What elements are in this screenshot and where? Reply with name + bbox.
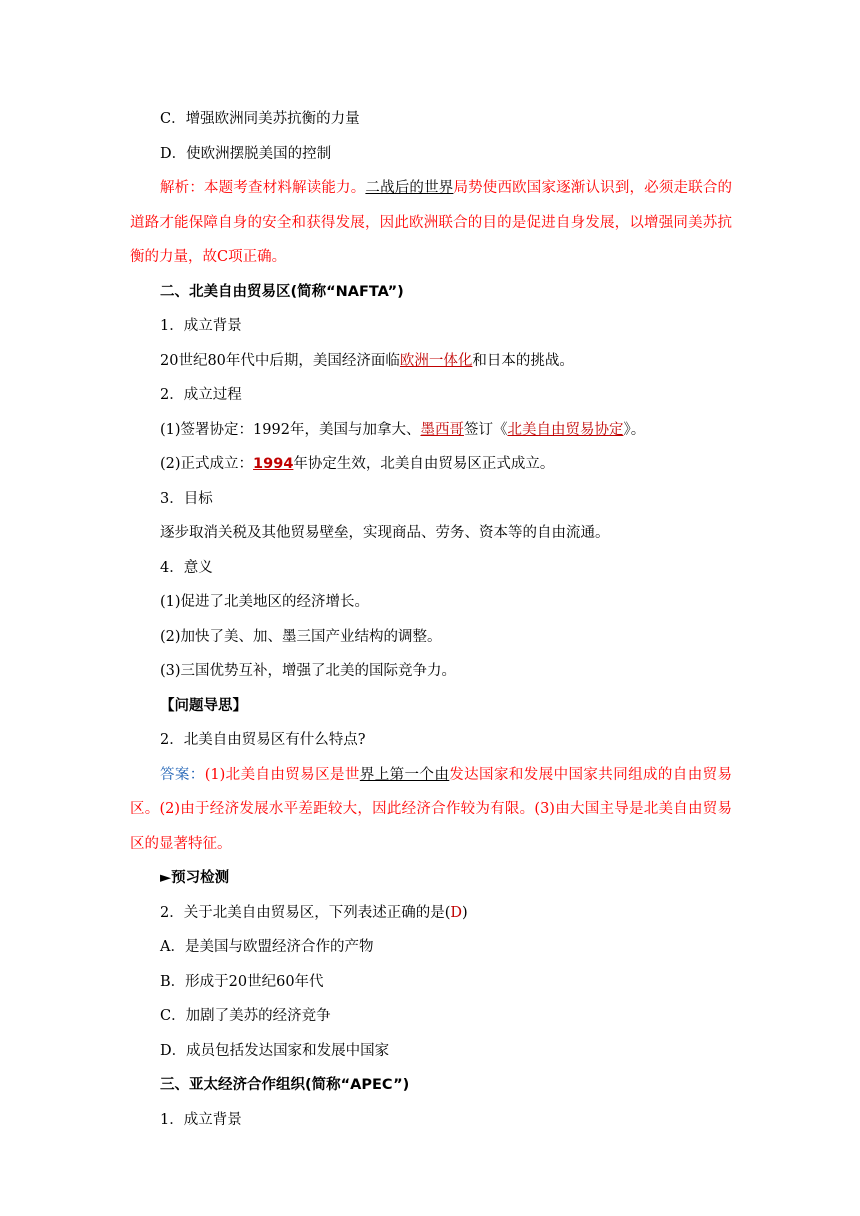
preview-option-c: C．加剧了美苏的经济竞争 [160,1008,331,1024]
nafta-goal-text: 逐步取消关税及其他贸易壁垒，实现商品、劳务、资本等的自由流通。 [160,525,610,541]
nafta-background-text [130,344,732,379]
process-1-before: (1)签署协定：1992年，美国与加拿大、 [160,421,421,438]
blank-european-integration: 欧洲一体化 [399,352,473,369]
bg-text-after: 和日本的挑战。 [472,352,574,369]
preview-test-heading: ►预习检测 [160,870,230,886]
answer-label: 答案： [160,766,205,783]
preview-option-b: B．形成于20世纪60年代 [160,973,324,990]
nafta-process-2 [130,447,732,482]
preview-option-a: A．是美国与欧盟经济合作的产物 [160,939,374,955]
q1-analysis [130,171,732,275]
nafta-process-1 [130,413,732,448]
question-guide-question: 2．北美自由贸易区有什么特点? [160,732,366,748]
answer-underlined: 界上第一个由 [359,766,450,783]
nafta-significance-3: (3)三国优势互补，增强了北美的国际竞争力。 [160,663,457,679]
page-content [130,102,732,1137]
answer-text-2: 发达国家和发展中国家共同组成的自由贸易区。(2)由于经济发展水平差距较大，因此经济合作较为有限。(3)由大国主导是北美自由贸易区的显著特征。 [130,766,733,852]
question-guide-heading: 【问题导思】 [160,697,247,714]
nafta-goal-title: 3．目标 [160,490,213,507]
preview-question [130,896,732,931]
section-heading-nafta: 二、北美自由贸易区(简称“NAFTA”) [160,283,404,300]
blank-year-1994: 1994 [253,456,294,472]
analysis-text-2: 局势使西欧国家逐渐认识到，必须走联合的道路才能保障自身的安全和获得发展，因此欧洲联合的目的是促进自身发展，以增强同美苏抗衡的力量，故C项正确。 [130,180,733,265]
question-guide-answer [130,758,732,862]
blank-nafta-agreement: 北美自由贸易协定 [507,421,624,438]
blank-mexico: 墨西哥 [420,421,464,438]
nafta-significance-1: (1)促进了北美地区的经济增长。 [160,594,370,610]
preview-question-text: 2．关于北美自由贸易区，下列表述正确的是( [160,904,451,921]
process-2-after: 年协定生效，北美自由贸易区正式成立。 [293,456,555,472]
answer-text-1: (1)北美自由贸易区是世 [204,766,360,783]
nafta-process-title: 2．成立过程 [160,387,242,403]
process-2-before: (2)正式成立： [160,456,254,472]
analysis-underlined: 二战后的世界 [365,180,454,196]
bg-text-before: 20世纪80年代中后期，美国经济面临 [160,352,400,369]
q1-option-c: C．增强欧洲同美苏抗衡的力量 [160,111,360,127]
process-1-after: 》。 [623,421,646,438]
preview-question-close: ) [462,904,468,921]
nafta-significance-2: (2)加快了美、加、墨三国产业结构的调整。 [160,628,442,645]
analysis-text-1: 本题考查材料解读能力。 [204,180,366,196]
analysis-label: 解析： [160,180,205,196]
apec-background-title: 1．成立背景 [160,1111,242,1128]
nafta-significance-title: 4．意义 [160,559,213,576]
q1-option-d: D．使欧洲摆脱美国的控制 [160,145,332,162]
preview-option-d: D．成员包括发达国家和发展中国家 [160,1042,390,1059]
nafta-background-title: 1．成立背景 [160,318,242,334]
section-heading-apec: 三、亚太经济合作组织(简称“APEC”) [160,1077,410,1093]
process-1-mid: 签订《 [463,421,508,438]
preview-answer: D [450,904,463,921]
